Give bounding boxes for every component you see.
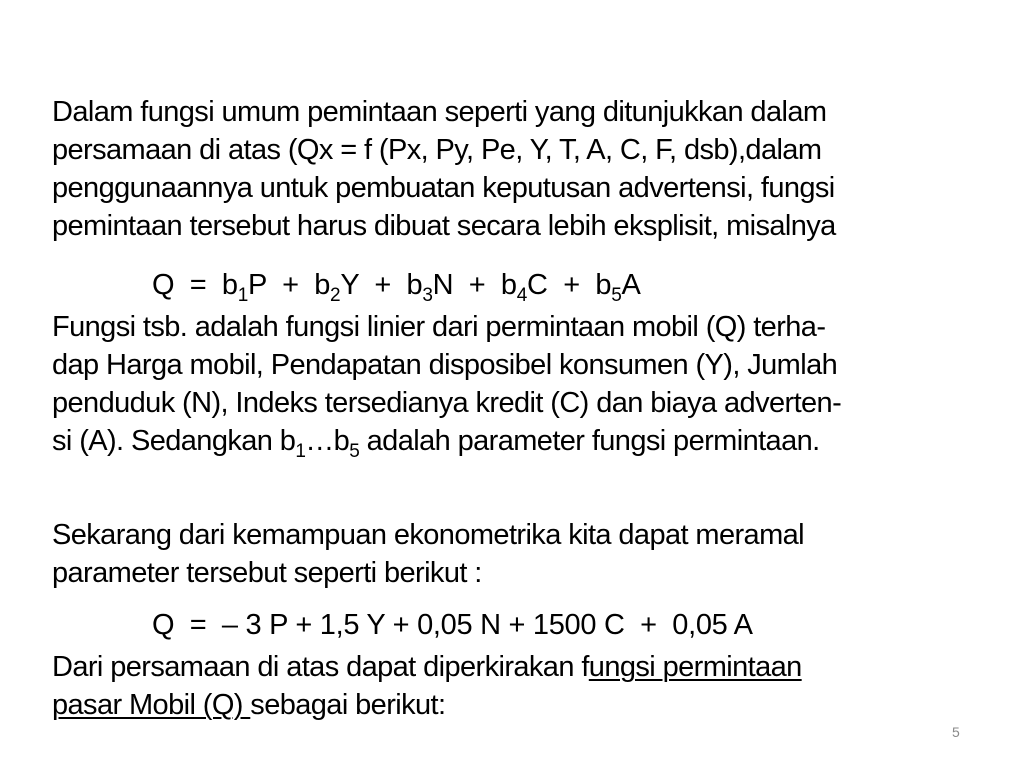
equation-estimated: Q = – 3 P + 1,5 Y + 0,05 N + 1500 C + 0,05 A [152,609,753,641]
eq-part: Q = b [152,269,238,301]
text-subscript: 5 [349,441,360,462]
eq-part: Y + b [340,269,423,301]
text-line: penggunaannya untuk pembuatan keputusan advertensi, fungsi [52,172,835,204]
text-part: adalah parameter fungsi permintaan. [359,425,820,457]
eq-subscript: 3 [422,285,433,306]
text-line [52,648,992,686]
text-line: persamaan di atas (Qx = f (Px, Py, Pe, Y, T, A, C, F, dsb),dalam [52,134,822,166]
eq-part: A [621,269,641,301]
text-part: Dari persamaan di atas dapat diperkirakan f [52,651,589,683]
paragraph-market-demand [52,648,992,724]
text-line: parameter tersebut seperti berikut : [52,557,482,589]
text-line: pemintaan tersebut harus dibuat secara lebih eksplisit, misalnya [52,210,836,242]
paragraph-linear-function [52,308,992,460]
text-line: Fungsi tsb. adalah fungsi linier dari permintaan mobil (Q) terha- [52,311,826,343]
text-part: …b [305,425,350,457]
text-part: sebagai berikut: [250,689,446,721]
text-line [52,686,992,724]
equation-general-form [152,266,641,304]
eq-subscript: 5 [611,285,622,306]
text-line: penduduk (N), Indeks tersedianya kredit (C) dan biaya adverten- [52,387,842,419]
eq-subscript: 4 [516,285,528,306]
text-subscript: 1 [295,441,306,462]
underlined-text: ungsi permintaan [588,651,802,683]
underlined-text: pasar Mobil (Q) [52,689,251,721]
paragraph-general-demand [52,93,992,245]
eq-part: C + b [527,269,612,301]
eq-subscript: 2 [330,285,341,306]
eq-part: N + b [432,269,517,301]
eq-part: P + b [248,269,331,301]
paragraph-econometrics [52,516,992,592]
text-line: dap Harga mobil, Pendapatan disposibel konsumen (Y), Jumlah [52,349,838,381]
text-line-with-subscripts [52,422,992,460]
text-line: Sekarang dari kemampuan ekonometrika kita dapat meramal [52,519,805,551]
text-part: si (A). Sedangkan b [52,425,296,457]
page-number: 5 [952,724,960,740]
eq-subscript: 1 [237,285,249,306]
text-line: Dalam fungsi umum pemintaan seperti yang ditunjukkan dalam [52,96,827,128]
